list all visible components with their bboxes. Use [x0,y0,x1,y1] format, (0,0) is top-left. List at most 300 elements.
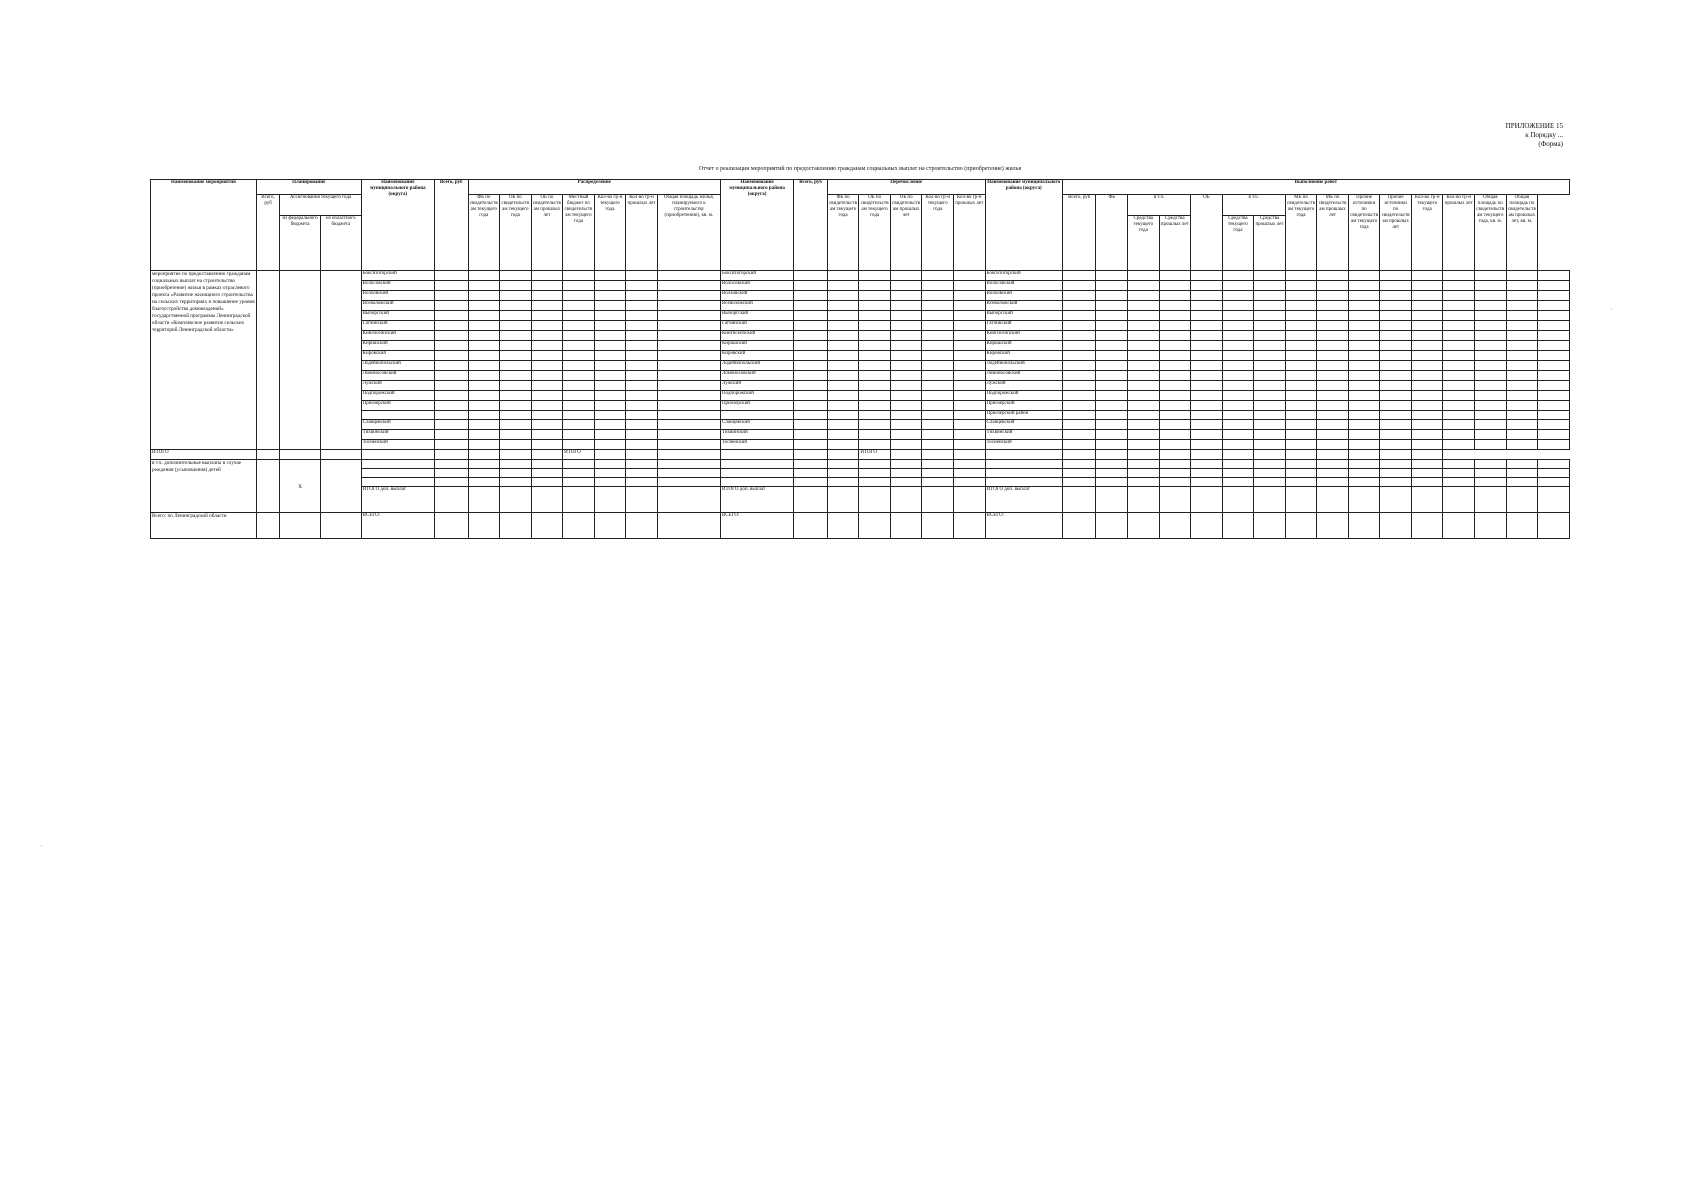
distribution-cell[interactable] [626,281,658,291]
distribution-cell[interactable] [434,430,468,440]
transfer-cell[interactable] [922,487,954,513]
works-cell[interactable] [1411,331,1443,341]
works-cell[interactable] [1411,281,1443,291]
works-cell[interactable] [1475,291,1507,301]
works-cell[interactable] [1317,450,1349,460]
works-cell[interactable] [1062,391,1096,401]
works-cell[interactable] [1443,420,1475,430]
works-cell[interactable] [1128,430,1160,440]
works-cell[interactable] [1062,301,1096,311]
works-cell[interactable] [1191,301,1223,311]
works-cell[interactable] [1380,411,1412,420]
transfer-cell[interactable] [859,351,891,361]
works-cell[interactable] [1317,301,1349,311]
distribution-cell[interactable] [563,469,595,478]
transfer-cell[interactable] [827,450,859,460]
distribution-cell[interactable] [500,401,532,411]
distribution-cell[interactable] [563,420,595,430]
transfer-cell[interactable] [953,440,985,450]
works-cell[interactable] [1285,478,1317,487]
works-cell[interactable] [1159,351,1191,361]
works-cell[interactable] [1222,271,1254,281]
works-cell[interactable] [1254,420,1286,430]
transfer-cell[interactable] [890,291,922,301]
works-cell[interactable] [1128,311,1160,321]
distribution-cell[interactable] [594,331,626,341]
transfer-cell[interactable] [827,460,859,469]
works-cell[interactable] [1380,381,1412,391]
works-cell[interactable] [1348,381,1380,391]
distribution-cell[interactable] [468,281,500,291]
works-cell[interactable] [1254,291,1286,301]
works-cell[interactable] [1128,291,1160,301]
distribution-cell[interactable] [531,430,563,440]
transfer-cell[interactable] [890,401,922,411]
works-cell[interactable] [1096,513,1128,539]
works-cell[interactable] [1285,291,1317,301]
works-cell[interactable] [1380,301,1412,311]
works-cell[interactable] [1062,371,1096,381]
works-cell[interactable] [1538,321,1570,331]
works-cell[interactable] [1222,321,1254,331]
works-cell[interactable] [1128,271,1160,281]
distribution-cell[interactable] [657,469,720,478]
works-cell[interactable] [1506,411,1538,420]
works-cell[interactable] [1222,450,1254,460]
works-cell[interactable] [1191,460,1223,469]
works-cell[interactable] [1128,381,1160,391]
works-cell[interactable] [1411,487,1443,513]
works-cell[interactable] [1285,450,1317,460]
distribution-cell[interactable] [500,381,532,391]
transfer-cell[interactable] [827,351,859,361]
works-cell[interactable] [1506,391,1538,401]
transfer-cell[interactable] [794,430,828,440]
transfer-cell[interactable] [827,401,859,411]
works-cell[interactable] [1128,450,1160,460]
transfer-cell[interactable] [859,478,891,487]
works-cell[interactable] [1317,351,1349,361]
works-cell[interactable] [1128,351,1160,361]
works-cell[interactable] [1506,487,1538,513]
transfer-cell[interactable] [922,361,954,371]
works-cell[interactable] [1475,460,1507,469]
transfer-cell[interactable] [859,371,891,381]
works-cell[interactable] [1096,381,1128,391]
distribution-cell[interactable] [657,321,720,331]
works-cell[interactable] [1506,281,1538,291]
transfer-cell[interactable] [626,450,658,460]
plan-regional-cell[interactable] [320,460,361,513]
works-cell[interactable] [1285,341,1317,351]
works-cell[interactable] [1222,430,1254,440]
works-cell[interactable] [1538,361,1570,371]
transfer-cell[interactable] [794,341,828,351]
works-cell[interactable] [1285,321,1317,331]
works-cell[interactable] [1380,321,1412,331]
works-cell[interactable] [1254,341,1286,351]
distribution-cell[interactable] [563,321,595,331]
works-cell[interactable] [1222,440,1254,450]
transfer-cell[interactable] [890,391,922,401]
distribution-cell[interactable] [434,371,468,381]
transfer-cell[interactable] [859,487,891,513]
works-cell[interactable] [890,450,922,460]
distribution-cell[interactable] [563,271,595,281]
works-cell[interactable] [1159,450,1191,460]
distribution-cell[interactable] [626,513,658,539]
works-cell[interactable] [1506,371,1538,381]
transfer-cell[interactable] [859,420,891,430]
works-cell[interactable] [1317,469,1349,478]
distribution-cell[interactable] [500,450,532,460]
transfer-cell[interactable] [859,381,891,391]
works-cell[interactable] [1062,401,1096,411]
works-cell[interactable] [1285,401,1317,411]
distribution-cell[interactable] [468,381,500,391]
distribution-cell[interactable] [657,381,720,391]
distribution-cell[interactable] [468,430,500,440]
transfer-cell[interactable] [794,391,828,401]
works-cell[interactable] [1538,469,1570,478]
distribution-cell[interactable] [434,487,468,513]
transfer-cell[interactable] [827,420,859,430]
works-cell[interactable] [1222,478,1254,487]
distribution-cell[interactable] [563,381,595,391]
distribution-cell[interactable] [500,341,532,351]
transfer-cell[interactable] [890,381,922,391]
distribution-cell[interactable] [434,450,468,460]
works-cell[interactable] [1191,291,1223,301]
works-cell[interactable] [1191,450,1223,460]
works-cell[interactable] [1128,371,1160,381]
works-cell[interactable] [1506,381,1538,391]
works-cell[interactable] [1317,331,1349,341]
works-cell[interactable] [1475,371,1507,381]
works-cell[interactable] [1159,401,1191,411]
works-cell[interactable] [1254,513,1286,539]
works-cell[interactable] [1475,281,1507,291]
works-cell[interactable] [1538,460,1570,469]
plan-federal-cell[interactable] [280,271,321,450]
distribution-cell[interactable] [468,391,500,401]
works-cell[interactable] [1443,391,1475,401]
works-cell[interactable] [1062,440,1096,450]
works-cell[interactable] [1475,430,1507,440]
works-cell[interactable] [1096,487,1128,513]
works-cell[interactable] [1159,440,1191,450]
transfer-cell[interactable] [827,430,859,440]
works-cell[interactable] [1285,440,1317,450]
works-cell[interactable] [1254,311,1286,321]
works-cell[interactable] [1254,391,1286,401]
distribution-cell[interactable] [468,311,500,321]
distribution-cell[interactable] [500,460,532,469]
transfer-cell[interactable] [922,351,954,361]
transfer-cell[interactable] [827,291,859,301]
distribution-cell[interactable] [256,450,279,460]
works-cell[interactable] [1222,513,1254,539]
works-cell[interactable] [1191,440,1223,450]
works-cell[interactable] [1096,420,1128,430]
distribution-cell[interactable] [531,361,563,371]
transfer-cell[interactable] [922,331,954,341]
works-cell[interactable] [1443,411,1475,420]
works-cell[interactable] [1443,487,1475,513]
works-cell[interactable] [1254,460,1286,469]
works-cell[interactable] [1128,487,1160,513]
distribution-cell[interactable] [594,341,626,351]
works-cell[interactable] [1159,361,1191,371]
works-cell[interactable] [1159,341,1191,351]
distribution-cell[interactable] [500,440,532,450]
works-cell[interactable] [1475,513,1507,539]
works-cell[interactable] [1254,361,1286,371]
distribution-cell[interactable] [657,371,720,381]
distribution-cell[interactable] [594,321,626,331]
works-cell[interactable] [1348,460,1380,469]
transfer-cell[interactable] [953,487,985,513]
works-cell[interactable] [1380,478,1412,487]
distribution-cell[interactable] [468,371,500,381]
distribution-cell[interactable] [563,301,595,311]
transfer-cell[interactable] [953,321,985,331]
distribution-cell[interactable] [500,430,532,440]
transfer-cell[interactable] [890,430,922,440]
transfer-cell[interactable] [794,321,828,331]
works-cell[interactable] [1254,440,1286,450]
works-cell[interactable] [1411,321,1443,331]
works-cell[interactable] [1096,440,1128,450]
works-cell[interactable] [1062,341,1096,351]
distribution-cell[interactable] [594,411,626,420]
distribution-cell[interactable] [468,351,500,361]
works-cell[interactable] [1128,478,1160,487]
distribution-cell[interactable] [563,331,595,341]
works-cell[interactable] [1538,291,1570,301]
transfer-cell[interactable] [859,513,891,539]
transfer-cell[interactable] [890,321,922,331]
transfer-cell[interactable] [922,311,954,321]
works-cell[interactable] [1159,321,1191,331]
distribution-cell[interactable] [657,411,720,420]
works-cell[interactable] [1380,371,1412,381]
transfer-cell[interactable] [953,460,985,469]
works-cell[interactable] [1096,301,1128,311]
transfer-cell[interactable] [827,371,859,381]
distribution-cell[interactable] [563,371,595,381]
works-cell[interactable] [1506,420,1538,430]
works-cell[interactable] [1475,401,1507,411]
transfer-cell[interactable] [859,271,891,281]
distribution-cell[interactable] [531,351,563,361]
works-cell[interactable] [1222,281,1254,291]
distribution-cell[interactable] [468,291,500,301]
works-cell[interactable] [1317,401,1349,411]
distribution-cell[interactable] [657,420,720,430]
transfer-cell[interactable] [827,301,859,311]
transfer-cell[interactable] [890,311,922,321]
works-cell[interactable] [1506,351,1538,361]
distribution-cell[interactable] [434,478,468,487]
works-cell[interactable] [1411,469,1443,478]
distribution-cell[interactable] [594,381,626,391]
works-cell[interactable] [1191,271,1223,281]
transfer-cell[interactable] [953,281,985,291]
works-cell[interactable] [1062,271,1096,281]
transfer-cell[interactable] [827,478,859,487]
works-cell[interactable] [1128,281,1160,291]
distribution-cell[interactable] [468,341,500,351]
works-cell[interactable] [1475,440,1507,450]
distribution-cell[interactable] [594,430,626,440]
works-cell[interactable] [1254,301,1286,311]
distribution-cell[interactable] [594,420,626,430]
transfer-cell[interactable] [890,487,922,513]
transfer-cell[interactable] [953,420,985,430]
works-cell[interactable] [1191,361,1223,371]
works-cell[interactable] [1159,420,1191,430]
works-cell[interactable] [1443,440,1475,450]
distribution-cell[interactable] [434,341,468,351]
works-cell[interactable] [1380,271,1412,281]
works-cell[interactable] [1159,411,1191,420]
distribution-cell[interactable] [531,391,563,401]
works-cell[interactable] [1062,361,1096,371]
works-cell[interactable] [1254,401,1286,411]
distribution-cell[interactable] [657,401,720,411]
transfer-cell[interactable] [890,361,922,371]
works-cell[interactable] [1538,381,1570,391]
works-cell[interactable] [1317,281,1349,291]
works-cell[interactable] [1506,291,1538,301]
transfer-cell[interactable] [794,478,828,487]
works-cell[interactable] [1380,440,1412,450]
distribution-cell[interactable] [434,460,468,469]
transfer-cell[interactable] [859,341,891,351]
distribution-cell[interactable] [657,487,720,513]
works-cell[interactable] [1506,321,1538,331]
works-cell[interactable] [1475,381,1507,391]
distribution-cell[interactable] [500,321,532,331]
distribution-cell[interactable] [563,281,595,291]
works-cell[interactable] [1348,487,1380,513]
works-cell[interactable] [1317,513,1349,539]
distribution-cell[interactable] [594,301,626,311]
distribution-cell[interactable] [434,281,468,291]
distribution-cell[interactable] [468,478,500,487]
works-cell[interactable] [1475,341,1507,351]
distribution-cell[interactable] [531,331,563,341]
transfer-cell[interactable] [859,361,891,371]
transfer-cell[interactable] [922,460,954,469]
transfer-cell[interactable] [953,351,985,361]
distribution-cell[interactable] [563,440,595,450]
works-cell[interactable] [1285,301,1317,311]
distribution-cell[interactable] [434,331,468,341]
works-cell[interactable] [1222,420,1254,430]
works-cell[interactable] [1254,411,1286,420]
distribution-cell[interactable] [626,321,658,331]
works-cell[interactable] [1348,401,1380,411]
transfer-cell[interactable] [859,321,891,331]
works-cell[interactable] [1380,513,1412,539]
works-cell[interactable] [1096,371,1128,381]
transfer-cell[interactable] [594,450,626,460]
transfer-cell[interactable] [922,381,954,391]
works-cell[interactable] [1317,391,1349,401]
works-cell[interactable] [1475,311,1507,321]
distribution-cell[interactable] [500,331,532,341]
works-cell[interactable] [1159,487,1191,513]
transfer-cell[interactable] [953,469,985,478]
works-cell[interactable] [1191,371,1223,381]
works-cell[interactable] [1222,487,1254,513]
distribution-cell[interactable] [657,513,720,539]
works-cell[interactable] [1411,341,1443,351]
works-cell[interactable] [1222,301,1254,311]
transfer-cell[interactable] [953,301,985,311]
transfer-cell[interactable] [859,430,891,440]
works-cell[interactable] [1443,341,1475,351]
distribution-cell[interactable] [468,331,500,341]
works-cell[interactable] [1191,469,1223,478]
works-cell[interactable] [1096,291,1128,301]
distribution-cell[interactable] [434,321,468,331]
distribution-cell[interactable] [626,391,658,401]
works-cell[interactable] [1443,331,1475,341]
works-cell[interactable] [1128,469,1160,478]
works-cell[interactable] [1285,460,1317,469]
transfer-cell[interactable] [953,291,985,301]
distribution-cell[interactable] [626,478,658,487]
distribution-cell[interactable] [626,411,658,420]
distribution-cell[interactable] [531,460,563,469]
works-cell[interactable] [1411,440,1443,450]
distribution-cell[interactable] [563,478,595,487]
works-cell[interactable] [1062,411,1096,420]
works-cell[interactable] [1443,291,1475,301]
distribution-cell[interactable] [657,281,720,291]
works-cell[interactable] [1317,361,1349,371]
works-cell[interactable] [1538,371,1570,381]
works-cell[interactable] [1538,351,1570,361]
works-cell[interactable] [1128,401,1160,411]
works-cell[interactable] [1317,487,1349,513]
works-cell[interactable] [1317,440,1349,450]
transfer-cell[interactable] [859,411,891,420]
works-cell[interactable] [1317,478,1349,487]
works-cell[interactable] [1538,411,1570,420]
works-cell[interactable] [1285,381,1317,391]
distribution-cell[interactable] [657,430,720,440]
works-cell[interactable] [1096,401,1128,411]
transfer-cell[interactable] [794,311,828,321]
works-cell[interactable] [1096,430,1128,440]
works-cell[interactable] [1348,351,1380,361]
distribution-cell[interactable] [531,487,563,513]
works-cell[interactable] [1443,371,1475,381]
works-cell[interactable] [1506,513,1538,539]
distribution-cell[interactable] [626,271,658,281]
transfer-cell[interactable] [794,351,828,361]
distribution-cell[interactable] [434,301,468,311]
distribution-cell[interactable] [657,311,720,321]
distribution-cell[interactable] [626,311,658,321]
works-cell[interactable] [1380,281,1412,291]
distribution-cell[interactable] [468,460,500,469]
works-cell[interactable] [1062,420,1096,430]
